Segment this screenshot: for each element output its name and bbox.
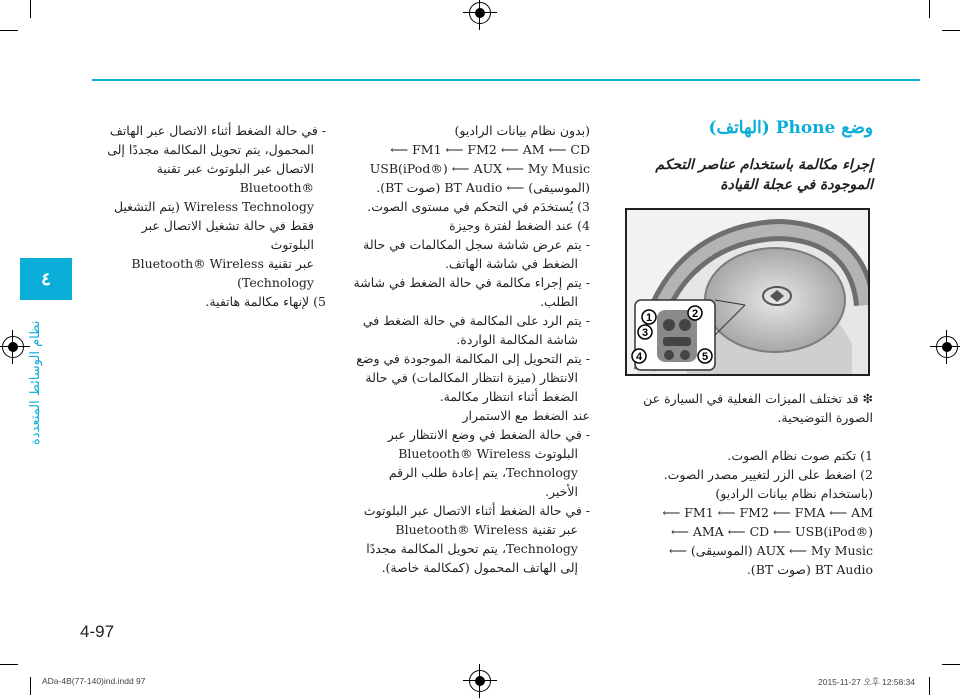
callout-1-label: 1 — [645, 312, 653, 324]
middle-line: شاشة المكالمة الواردة. — [456, 332, 578, 347]
item-5: 5) لإنهاء مكالمة هاتفية. — [205, 294, 326, 309]
crop-mark — [0, 664, 18, 665]
callout-5-label: 5 — [701, 351, 709, 363]
middle-line: الطلب. — [540, 294, 578, 309]
middle-line: - يتم التحويل إلى المكالمة الموجودة في وضع — [356, 351, 590, 366]
middle-line: عبر تقنية Bluetooth® Wireless — [395, 522, 578, 537]
left-line: عبر تقنية Bluetooth® Wireless — [131, 256, 314, 271]
left-column — [96, 121, 326, 311]
registration-mark-icon — [936, 336, 958, 358]
middle-line: إلى الهاتف المحمول (كمكالمة خاصة). — [381, 560, 578, 575]
crop-mark — [0, 30, 18, 31]
middle-line: - في حالة الضغط أثناء الاتصال عبر البلوتوث — [363, 503, 590, 518]
left-line: الاتصال عبر البلوتوث عبر تقنية ®Bluetooth — [156, 161, 314, 195]
section-side-label: نظام الوسائط المتعددة — [28, 320, 43, 445]
source-sequence-d: BT Audio (صوت BT). — [746, 562, 873, 577]
crop-mark — [942, 30, 960, 31]
steering-wheel-icon — [627, 210, 868, 374]
middle-line: - يتم إجراء مكالمة في حالة الضغط في شاشة — [353, 275, 590, 290]
header-rule — [92, 79, 920, 81]
source-sequence-a: FM1 ⟵ FM2 ⟵ FMA ⟵ AM ⟵ — [662, 505, 873, 520]
middle-line: - يتم عرض شاشة سجل المكالمات في حالة — [363, 237, 590, 252]
middle-line: - في حالة الضغط في وضع الانتظار عبر — [387, 427, 590, 442]
middle-line: Technology، يتم تحويل المكالمة مجددًا — [366, 541, 578, 556]
middle-line: Technology، يتم إعادة طلب الرقم — [388, 465, 578, 480]
middle-line: (الموسيقى) ⟵ BT Audio (صوت BT). — [376, 180, 590, 195]
middle-line: - يتم الرد على المكالمة في حالة الضغط في — [362, 313, 590, 328]
left-line: Technology) — [237, 275, 314, 290]
middle-line: الضغط أثناء انتظار مكالمة. — [439, 389, 578, 404]
callout-4-label: 4 — [635, 351, 643, 363]
middle-column — [350, 121, 590, 577]
left-line: Wireless Technology (يتم التشغيل — [113, 199, 314, 214]
source-sequence-b: AMA ⟵ CD ⟵ USB(iPod®) ⟵ — [670, 524, 873, 539]
item-3: 3) يُستخدَم في التحكم في مستوى الصوت. — [367, 199, 590, 214]
figure-note: ❇ قد تختلف الميزات الفعلية في السيارة عن الصورة التوضيحية. — [643, 391, 873, 425]
section-subheading: إجراء مكالمة باستخدام عناصر التحكم الموجودة في عجلة القيادة — [655, 157, 873, 193]
right-column — [625, 389, 873, 579]
section-heading: وضع Phone (الهاتف) — [708, 118, 873, 138]
item-2: 2) اضغط على الزر لتغيير مصدر الصوت. — [663, 467, 873, 482]
middle-line: الانتظار (ميزة انتظار المكالمات) في حالة — [365, 370, 578, 385]
item-1: 1) تكتم صوت نظام الصوت. — [727, 448, 873, 463]
section-tab: ٤ — [20, 258, 72, 300]
callout-2-label: 2 — [691, 308, 699, 320]
left-line: فقط في حالة تشغيل الاتصال عبر البلوتوث — [141, 218, 314, 252]
middle-line: USB(iPod®) ⟵ AUX ⟵ My Music — [369, 161, 590, 176]
middle-line: الأخير. — [545, 484, 578, 499]
middle-line: (بدون نظام بيانات الراديو) — [454, 123, 590, 138]
left-line: المحمول، يتم تحويل المكالمة مجددًا إلى — [107, 142, 314, 157]
left-line: - في حالة الضغط أثناء الاتصال عبر الهاتف — [109, 123, 326, 138]
crop-mark — [30, 677, 31, 695]
steering-wheel-figure — [625, 208, 870, 376]
footer-file-info: ADa-4B(77-140)ind.indd 97 — [42, 676, 146, 686]
page-number: 4-97 — [80, 622, 115, 641]
middle-line: عند الضغط مع الاستمرار — [462, 408, 590, 423]
middle-line: FM1 ⟵ FM2 ⟵ AM ⟵ CD ⟵ — [390, 142, 590, 157]
footer-timestamp: 2015-11-27 오후 12:58:34 — [818, 677, 916, 687]
middle-line: الضغط في شاشة الهاتف. — [444, 256, 578, 271]
item-4: 4) عند الضغط لفترة وجيزة — [449, 218, 590, 233]
registration-mark-icon — [2, 336, 24, 358]
crop-mark — [929, 0, 930, 18]
registration-mark-icon — [469, 2, 491, 24]
registration-mark-icon — [469, 670, 491, 692]
middle-line: البلوتوث Bluetooth® Wireless — [398, 446, 578, 461]
crop-mark — [942, 664, 960, 665]
item-2-sub: (باستخدام نظام بيانات الراديو) — [715, 486, 873, 501]
callout-3-label: 3 — [641, 327, 649, 339]
source-sequence-c: AUX ⟵ My Music (الموسيقى) ⟵ — [668, 543, 873, 558]
crop-mark — [30, 0, 31, 18]
crop-mark — [929, 677, 930, 695]
